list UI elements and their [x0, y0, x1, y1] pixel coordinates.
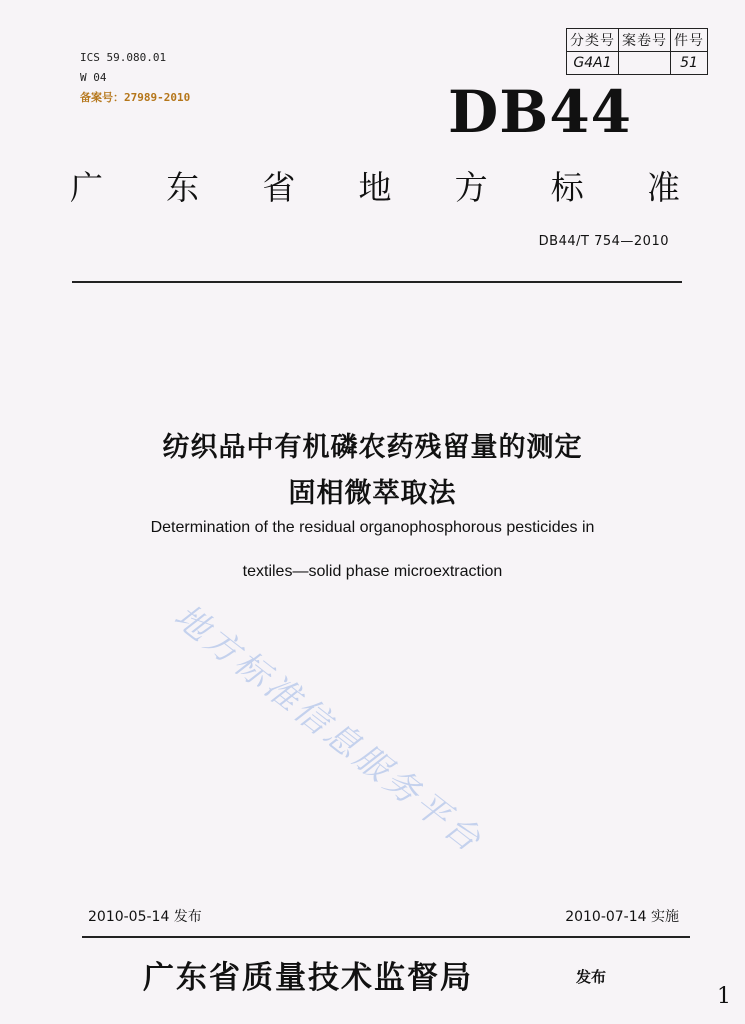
registration-number: 备案号：27989-2010: [80, 91, 191, 104]
title-english-line1: Determination of the residual organophosphorous pesticides in: [150, 519, 595, 536]
standard-type: [70, 162, 680, 209]
class-code: W 04: [80, 71, 107, 84]
ics-code: ICS 59.080.01: [80, 51, 167, 64]
db-code: DB44: [448, 78, 633, 146]
watermark: 地方标准信息服务平台: [166, 596, 491, 862]
standard-type-char: 地: [358, 168, 392, 207]
title-chinese-line2: 固相微萃取法: [288, 478, 457, 509]
stamp-value-item: 51: [671, 52, 708, 75]
effective-date: 2010-07-14 实施: [565, 909, 679, 925]
issue-date: 2010-05-14 发布: [88, 909, 202, 925]
publisher: 广东省质量技术监督局: [143, 960, 473, 996]
top-divider: [72, 281, 682, 283]
stamp-value-file: [619, 52, 671, 75]
standard-number: DB44/T 754—2010: [538, 234, 669, 249]
standard-type-char: 准: [646, 168, 680, 207]
issue-label: 发布: [576, 968, 607, 986]
standard-type-char: 广: [70, 168, 103, 207]
title-chinese-line1: 纺织品中有机磷农药残留量的测定: [162, 432, 583, 463]
classification-block: [80, 48, 190, 108]
stamp-header-item: 件号: [671, 29, 708, 52]
page-number: 1: [717, 984, 731, 1009]
bottom-divider: [82, 936, 690, 938]
stamp-header-file: 案卷号: [619, 29, 671, 52]
stamp-header-category: 分类号: [567, 29, 619, 52]
standard-type-char: 方: [454, 168, 488, 207]
standard-type-char: 标: [550, 168, 584, 207]
title-english-line2: textiles—solid phase microextraction: [242, 563, 503, 580]
archive-stamp: [566, 28, 708, 75]
stamp-value-category: G4A1: [567, 52, 619, 75]
standard-type-char: 省: [262, 168, 296, 207]
standard-type-char: 东: [166, 168, 200, 207]
